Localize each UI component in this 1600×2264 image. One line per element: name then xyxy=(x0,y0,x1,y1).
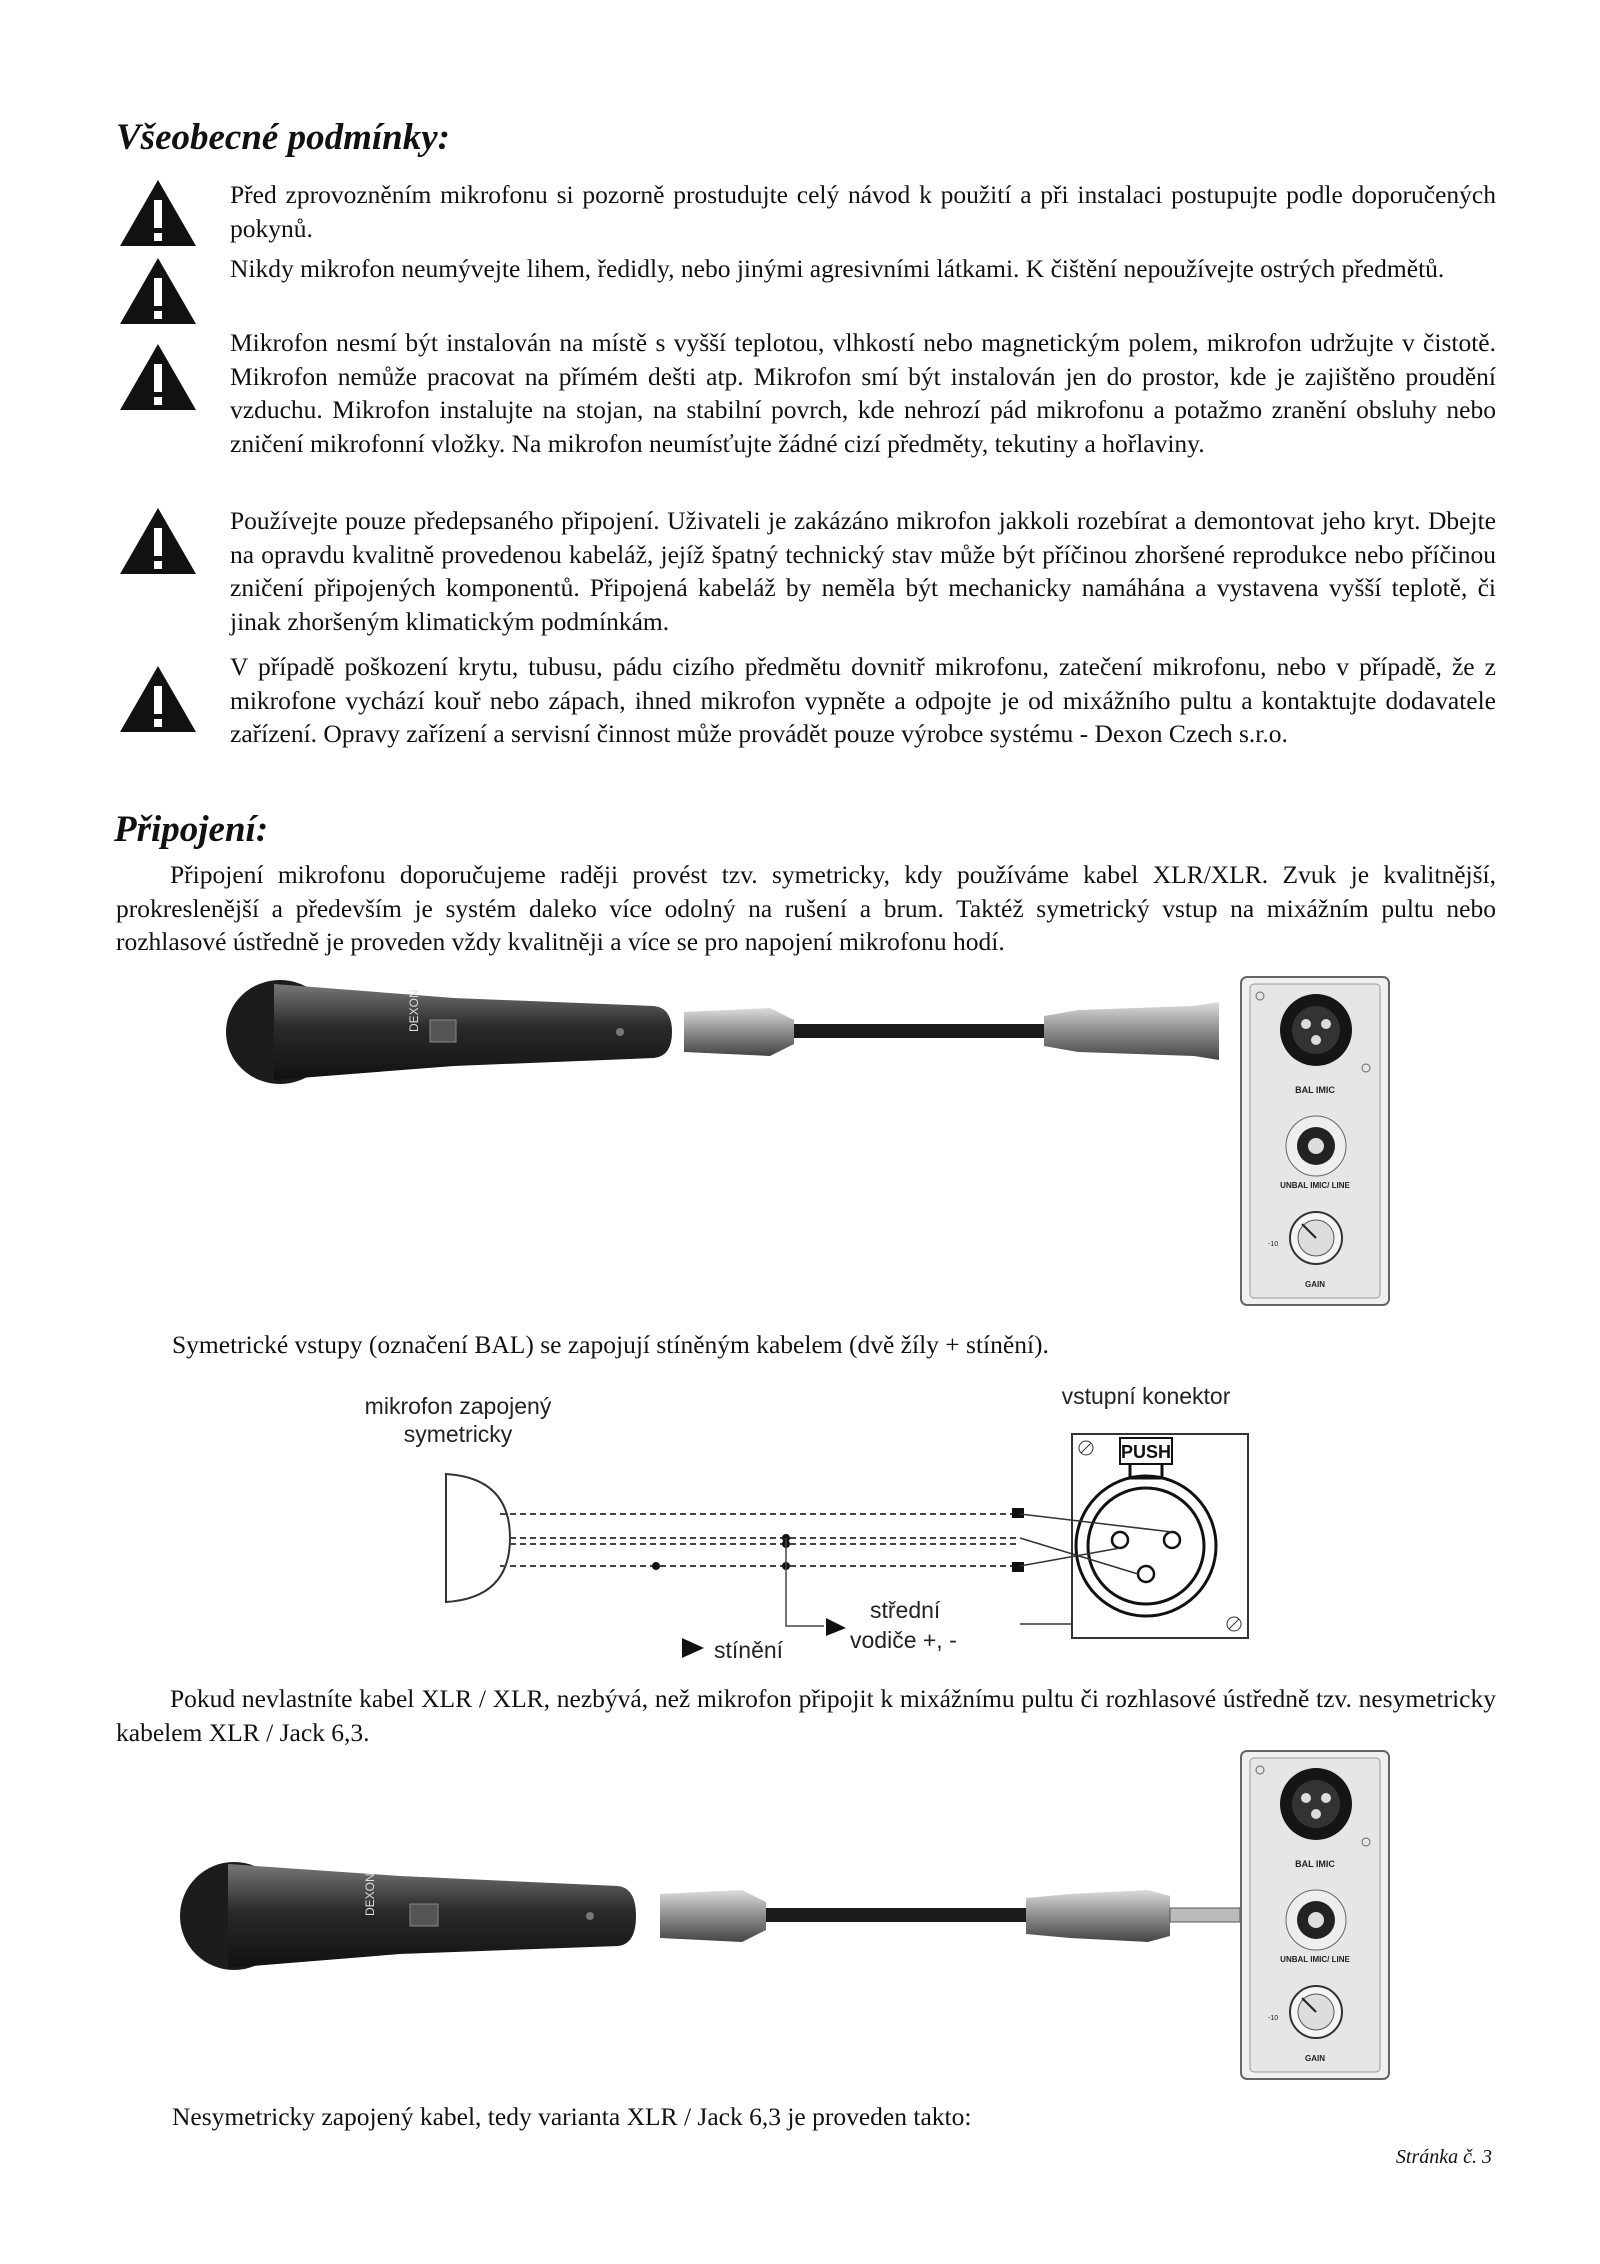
mixer-input-panel xyxy=(1240,976,1390,1306)
warning-text: Používejte pouze předepsaného připojení. Uživateli je zakázáno mikrofon jakkoli rozebírat a demontovat jeho kryt. Dbejte na opravdu kvalitně provedenou kabeláž, jejíž špatný technický stav může být příčinou zhoršené reprodukce nebo příčinou zničení připojených komponentů. Připojená kabeláž by neměla být mechanicky namáhána a vystavena vyšší teplotě, či jinak zhoršeným klimatickým podmínkám. xyxy=(230,506,1496,636)
panel-scale-label: -10 xyxy=(1268,2015,1279,2022)
symmetric-caption: Symetrické vstupy (označení BAL) se zapojují stíněným kabelem (dvě žíly + stínění). xyxy=(172,1330,1049,1359)
warning-icon xyxy=(118,664,198,734)
mic-screw xyxy=(586,1912,594,1920)
mic-capsule-symbol xyxy=(446,1474,510,1602)
panel-unbal-label: UNBAL IMIC/ LINE xyxy=(1280,1955,1350,1964)
mixer-input-panel xyxy=(1240,1750,1390,2080)
section-title-connection: Připojení: xyxy=(114,809,269,850)
wire-junction xyxy=(652,1562,660,1570)
xlr-female-connector xyxy=(684,1008,794,1056)
warning-item xyxy=(118,178,1496,258)
panel-gain-label: GAIN xyxy=(1305,2054,1325,2063)
center-label-line2: vodiče +, - xyxy=(850,1627,957,1653)
warning-icon xyxy=(118,506,198,576)
unbalanced-text: Pokud nevlastníte kabel XLR / XLR, nezbývá, než mikrofon připojit k mixážnímu pultu či rozhlasové ústředně tzv. nesymetricky kabelem XLR / Jack 6,3. xyxy=(116,1684,1496,1747)
mic-brand-label: DEXON xyxy=(363,1873,377,1916)
warning-icon xyxy=(118,178,198,248)
warning-item xyxy=(118,326,1496,496)
panel-unbal-label: UNBAL IMIC/ LINE xyxy=(1280,1181,1350,1190)
panel-gain-label: GAIN xyxy=(1305,1280,1325,1289)
center-arrow-icon xyxy=(826,1618,846,1636)
page-number: Stránka č. 3 xyxy=(1395,2146,1492,2168)
mic-label-line1: mikrofon zapojený xyxy=(364,1393,552,1419)
warning-text: Mikrofon nesmí být instalován na místě s vyšší teplotou, vlhkostí nebo magnetickým polem, mikrofon udržujte v čistotě. Mikrofon nemůže pracovat na přímém dešti atp. Mikrofon smí být instalován jen do prostor, kde je zajištěno proudění vzduchu. Mikrofon instalujte na stojan, na stabilní povrch, kde nehrozí pád mikrofonu a potažmo zranění obsluhy nebo zničení mikrofonní vložky. Na mikrofon neumísťujte žádné cizí předměty, tekutiny a hořlaviny. xyxy=(230,328,1496,458)
warning-item xyxy=(118,650,1496,790)
center-leader-line xyxy=(786,1538,824,1626)
warning-item xyxy=(118,504,1496,644)
connection-intro: Připojení mikrofonu doporučujeme raději provést tzv. symetricky, kdy používáme kabel XLR/XLR. Zvuk je kvalitnější, prokreslenější a především je systém daleko více odolný na rušení a brum. Taktéž symetrický vstup na mixážním pultu nebo rozhlasové ústředně je proveden vždy kvalitněji a více se pro napojení mikrofonu hodí. xyxy=(116,860,1496,956)
push-label: PUSH xyxy=(1120,1442,1172,1462)
warning-text: V případě poškození krytu, tubusu, pádu cizího předmětu dovnitř mikrofonu, zatečení mikrofonu, nebo v případě, že z mikrofone vychází kouř nebo zápach, ihned mikrofon vypněte a odpojte je od mixážního pultu a kontaktujte dodavatele zařízení. Opravy zařízení a servisní činnost může provádět pouze výrobce systému - Dexon Czech s.r.o. xyxy=(230,652,1496,748)
section-title-general: Všeobecné podmínky: xyxy=(116,117,450,158)
mic-brand-label: DEXON xyxy=(407,989,421,1032)
shield-arrow-icon xyxy=(682,1638,704,1658)
connector-label: vstupní konektor xyxy=(1061,1383,1231,1409)
panel-bal-label: BAL IMIC xyxy=(1295,1859,1335,1869)
xlr-male-connector xyxy=(1044,1002,1219,1060)
panel-scale-label: -10 xyxy=(1268,1241,1279,1248)
warning-icon xyxy=(118,256,198,326)
mic-switch xyxy=(430,1020,456,1042)
jack-plug-tip xyxy=(1170,1908,1240,1922)
jack-cable xyxy=(766,1908,1026,1922)
mic-label-line2: symetricky xyxy=(403,1421,513,1447)
jack-plug-connector xyxy=(1026,1890,1170,1942)
mic-switch xyxy=(410,1904,438,1926)
warning-text: Nikdy mikrofon neumývejte lihem, ředidly, nebo jinými agresivními látkami. K čištění nepoužívejte ostrých předmětů. xyxy=(230,254,1445,283)
xlr-female-connector xyxy=(660,1890,766,1942)
warning-item xyxy=(118,252,1496,332)
mic-screw xyxy=(616,1028,624,1036)
warning-text: Před zprovozněním mikrofonu si pozorně prostudujte celý návod k použití a při instalaci postupujte podle doporučených pokynů. xyxy=(230,180,1496,243)
warning-icon xyxy=(118,342,198,412)
center-label-line1: střední xyxy=(870,1597,941,1623)
unbalanced-caption: Nesymetricky zapojený kabel, tedy varianta XLR / Jack 6,3 je proveden takto: xyxy=(172,2102,972,2131)
balanced-wiring-diagram xyxy=(330,1378,1270,1678)
shield-label: stínění xyxy=(714,1637,784,1663)
panel-bal-label: BAL IMIC xyxy=(1295,1085,1335,1095)
xlr-cable xyxy=(794,1024,1044,1038)
mic-jack-cable-photo xyxy=(170,1850,1320,1990)
mic-body xyxy=(274,984,672,1080)
